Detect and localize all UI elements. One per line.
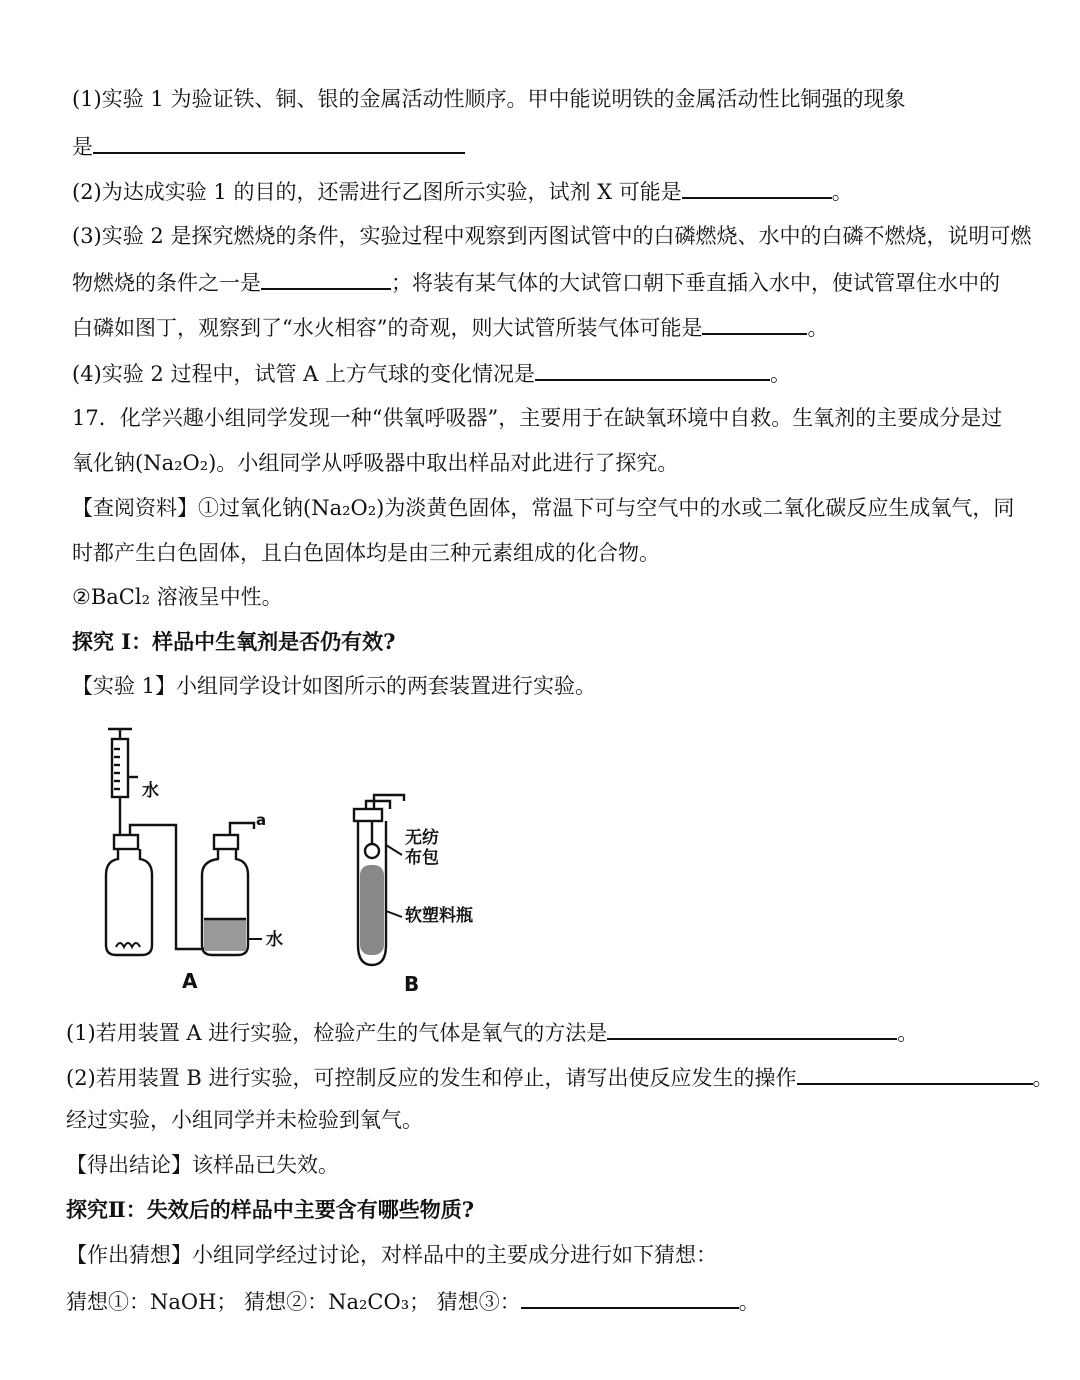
q17-exp1-line (72, 671, 596, 701)
q16-part3-text1: (3)实验 2 是探究燃烧的条件，实验过程中观察到丙图试管中的白磷燃烧、水中的白磷不燃烧，说明可燃 (72, 224, 1032, 248)
q16-part3-answer-blank2[interactable] (702, 311, 807, 335)
q17-question1-period: 。 (897, 1021, 919, 1045)
apparatus-figure (90, 715, 510, 995)
q16-part3-answer-blank1[interactable] (261, 266, 391, 290)
q17-info-line3 (72, 582, 283, 612)
q16-part3-line3 (72, 311, 828, 343)
q16-part3-line2 (72, 266, 1000, 298)
q17-info-text1: 【查阅资料】①过氧化钠(Na₂O₂)为淡黄色固体，常温下可与空气中的水或二氧化碳反应生成氧气，同 (72, 496, 1015, 520)
caption-apparatus-a: A (182, 969, 198, 993)
q17-exp1-text: 【实验 1】小组同学设计如图所示的两套装置进行实验。 (72, 674, 597, 698)
q16-part1-line1 (72, 84, 905, 114)
q16-part3-line1 (72, 221, 1031, 251)
q17-intro-line1 (72, 403, 1002, 433)
syringe-icon (108, 729, 138, 811)
q16-part1-text: (1)实验 1 为验证铁、铜、银的金属活动性顺序。甲中能说明铁的金属活动性比铜强的现象 (72, 87, 906, 111)
label-outlet-a: a (256, 811, 267, 829)
q16-part4-period: 。 (769, 362, 791, 386)
q16-part4 (72, 357, 791, 389)
label-nonwoven-bag-2: 布包 (405, 848, 439, 868)
q17-explore1-title (72, 627, 395, 657)
q17-intro-line2 (72, 448, 678, 478)
water-bottle-icon (202, 823, 262, 955)
q16-part1-line2 (72, 130, 465, 162)
q16-part4-answer-blank[interactable] (535, 357, 770, 381)
q17-question2-text: (2)若用装置 B 进行实验，可控制反应的发生和停止，请写出使反应发生的操作 (66, 1066, 797, 1090)
q16-part2-text: (2)为达成实验 1 的目的，还需进行乙图所示实验，试剂 X 可能是 (72, 180, 682, 204)
q17-explore2-title (66, 1195, 474, 1225)
apparatus-b (354, 795, 404, 965)
q17-question2-answer-blank[interactable] (797, 1061, 1033, 1085)
q17-question1-answer-blank[interactable] (607, 1016, 897, 1040)
q17-result (66, 1105, 423, 1135)
q17-question2-period: 。 (1032, 1066, 1054, 1090)
q17-hypothesis-intro (66, 1240, 717, 1270)
q16-part1-tail: 是 (72, 135, 93, 159)
q17-explore2-title-text: 探究Ⅱ：失效后的样品中主要含有哪些物质? (66, 1197, 475, 1222)
q16-part3-text3a: 白磷如图丁，观察到了“水火相容”的奇观，则大试管所装气体可能是 (72, 316, 703, 340)
q17-info-line2 (72, 538, 660, 568)
q17-hypothesis-intro-text: 【作出猜想】小组同学经过讨论，对样品中的主要成分进行如下猜想： (66, 1243, 717, 1267)
q17-conclusion-text: 【得出结论】该样品已失效。 (66, 1153, 339, 1177)
q17-info-line1 (72, 493, 1014, 523)
q16-part3-text2a: 物燃烧的条件之一是 (72, 271, 261, 295)
q16-part4-text: (4)实验 2 过程中，试管 A 上方气球的变化情况是 (72, 362, 535, 386)
q17-hypotheses-period: 。 (738, 1290, 760, 1314)
q17-hypothesis3-answer-blank[interactable] (521, 1285, 739, 1309)
apparatus-a (106, 729, 262, 955)
q17-hypotheses (66, 1285, 760, 1317)
q17-hypotheses-text: 猜想①：NaOH； 猜想②：Na₂CO₃； 猜想③： (66, 1290, 521, 1314)
q16-part3-text2b: ；将装有某气体的大试管口朝下垂直插入水中，使试管罩住水中的 (391, 271, 1000, 295)
label-water-syringe: 水 (142, 781, 159, 801)
q17-conclusion (66, 1150, 339, 1180)
label-soft-plastic-bottle: 软塑料瓶 (405, 906, 473, 926)
caption-apparatus-b: B (404, 972, 420, 996)
q17-question1 (66, 1016, 918, 1048)
label-water-bottle: 水 (266, 930, 283, 950)
q16-part2-period: 。 (831, 180, 853, 204)
q16-part3-period: 。 (807, 316, 829, 340)
q16-part2-answer-blank[interactable] (682, 175, 832, 199)
q17-info-text2: 时都产生白色固体，且白色固体均是由三种元素组成的化合物。 (72, 541, 660, 565)
q17-result-text: 经过实验，小组同学并未检验到氧气。 (66, 1108, 423, 1132)
q16-part2 (72, 175, 853, 207)
q17-info-text3: ②BaCl₂ 溶液呈中性。 (72, 585, 283, 609)
q17-question1-text: (1)若用装置 A 进行实验，检验产生的气体是氧气的方法是 (66, 1021, 608, 1045)
q17-intro-text2: 氧化钠(Na₂O₂)。小组同学从呼吸器中取出样品对此进行了探究。 (72, 451, 679, 475)
q17-intro-text1: 17．化学兴趣小组同学发现一种“供氧呼吸器”，主要用于在缺氧环境中自救。生氧剂的主要成分是过 (72, 406, 1003, 430)
label-nonwoven-bag-1: 无纺 (405, 828, 439, 848)
q17-question2 (66, 1061, 1054, 1093)
q17-explore1-title-text: 探究 I：样品中生氧剂是否仍有效? (72, 629, 396, 654)
q16-part1-answer-blank[interactable] (93, 130, 465, 154)
soft-plastic-bottle-icon (354, 795, 404, 965)
